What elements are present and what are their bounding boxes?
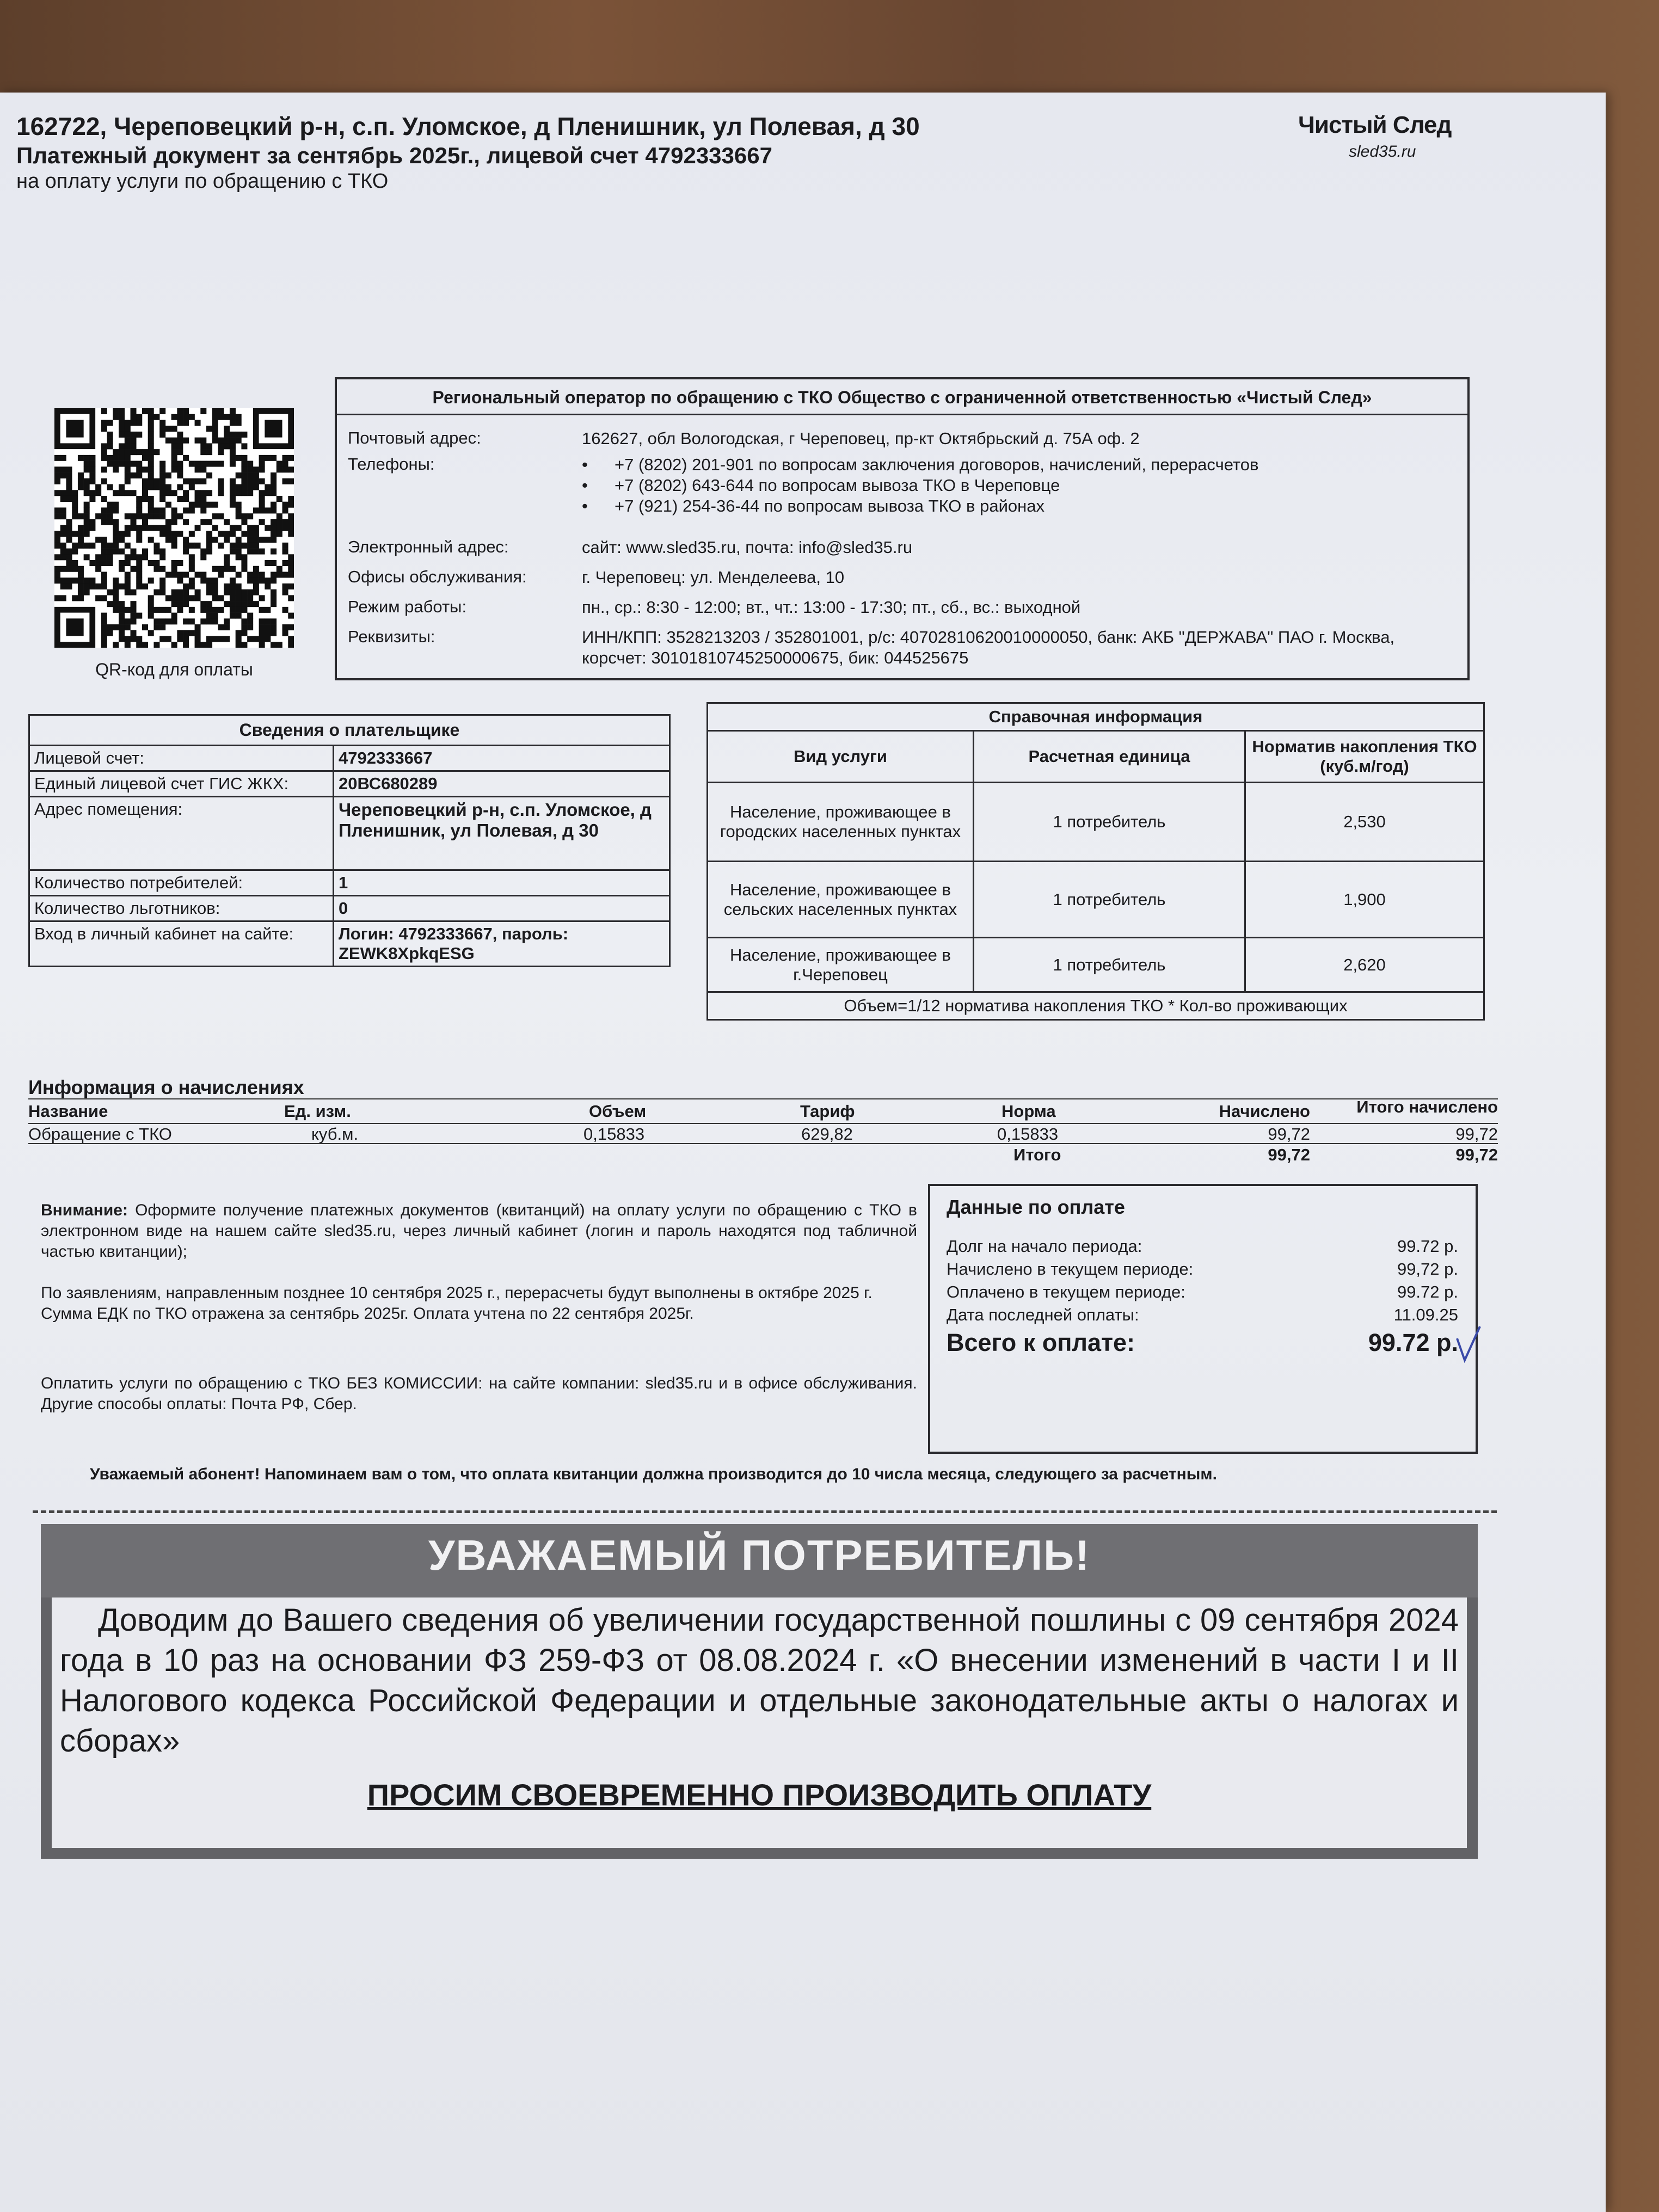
operator-value: 162627, обл Вологодская, г Череповец, пр-кт Октябрьский д. 75А оф. 2: [582, 429, 1140, 448]
operator-offices-row: [348, 567, 1458, 589]
notes-block: [41, 1200, 917, 1415]
address-line: 162722, Череповецкий р-н, с.п. Уломское, д Пленишник, ул Полевая, д 30: [16, 112, 920, 140]
attention-label: Внимание:: [41, 1201, 128, 1219]
payment-label: Начислено в текущем периоде:: [947, 1259, 1194, 1279]
table-row: [29, 921, 670, 967]
reference-cell: Население, проживающее в городских населенных пунктах: [708, 783, 974, 862]
reference-footer: Объем=1/12 норматива накопления ТКО * Кол-во проживающих: [708, 992, 1484, 1020]
reference-cell: 1 потребитель: [974, 783, 1245, 862]
payer-label: Вход в личный кабинет на сайте:: [29, 921, 334, 967]
document-title: Платежный документ за сентябрь 2025г., лицевой счет 4792333667: [16, 143, 772, 168]
charges-total-sum: 99,72: [1455, 1145, 1498, 1164]
commission-note: Оплатить услуги по обращению с ТКО БЕЗ КОМИССИИ: на сайте компании: sled35.ru и в офисе обслуживания. Другие способы оплаты: Почта РФ, Сбер.: [41, 1374, 917, 1413]
reference-table: [706, 702, 1485, 1021]
charges-cell: Обращение с ТКО: [28, 1125, 172, 1144]
charges-cell: 0,15833: [997, 1125, 1059, 1144]
charges-total-accrued: 99,72: [1268, 1145, 1310, 1164]
charges-header: Ед. изм.: [284, 1102, 351, 1121]
payment-label: Оплачено в текущем периоде:: [947, 1282, 1185, 1301]
service-line: на оплату услуги по обращению с ТКО: [16, 170, 389, 193]
charges-total-label: Итого: [1013, 1145, 1061, 1164]
payment-value: 11.09.25: [1393, 1305, 1458, 1324]
payment-label: Долг на начало периода:: [947, 1237, 1142, 1256]
table-row: [29, 771, 670, 797]
operator-value: пн., ср.: 8:30 - 12:00; вт., чт.: 13:00 - 17:30; пт., сб., вс.: выходной: [582, 598, 1081, 617]
reference-cell: Население, проживающее в сельских населенных пунктах: [708, 862, 974, 938]
logo-site: sled35.ru: [1349, 143, 1416, 161]
payer-value: 1: [334, 870, 670, 896]
qr-caption: QR-код для оплаты: [95, 660, 253, 679]
operator-requisites-row: [348, 627, 1458, 671]
reference-cell: Население, проживающее в г.Череповец: [708, 938, 974, 992]
payment-title: Данные по оплате: [947, 1196, 1125, 1218]
phone-item[interactable]: +7 (921) 254-36-44 по вопросам вывоза ТКО в районах: [615, 496, 1045, 515]
payer-value: 0: [334, 896, 670, 921]
operator-phones-row: Телефоны: • +7 (8202) 201-901 по вопросам заключения договоров, начислений, перерасчетов • +7 (8202) 643-644 по вопросам вывоза ТКО в Череповце • +7 (921) 254-36-44 по вопросам вывоза ТКО в районах: [348, 454, 1259, 515]
phone-item[interactable]: +7 (8202) 643-644 по вопросам вывоза ТКО в Череповце: [615, 476, 1060, 495]
banner-text: [60, 1600, 1459, 1761]
banner-text-content: Доводим до Вашего сведения об увеличении государственной пошлины с 09 сентября 2024 года в 10 раз на основании ФЗ 259-ФЗ от 08.08.2024 г. «О внесении изменений в части I и II Налогового кодекса Российской Федерации и отдельные законодательные акты о налогах и сборах»: [60, 1602, 1459, 1759]
payment-total-value: 99.72 р.: [1368, 1329, 1458, 1356]
charges-header: Объем: [589, 1102, 647, 1121]
payment-row: [947, 1304, 1458, 1326]
payer-label: Количество льготников:: [29, 896, 334, 921]
payer-title: Сведения о плательщике: [29, 715, 670, 746]
reference-cell: 2,620: [1245, 938, 1484, 992]
payer-login-value: Логин: 4792333667, пароль: ZEWK8XpkqESG: [334, 921, 670, 967]
table-row: [708, 783, 1484, 862]
company-logo: [1298, 112, 1451, 139]
payment-total-label: Всего к оплате:: [947, 1329, 1135, 1356]
qr-code-icon: [54, 408, 294, 648]
payment-row: [947, 1235, 1458, 1258]
reference-title: Справочная информация: [708, 703, 1484, 731]
operator-label: Реквизиты:: [348, 627, 435, 646]
payer-value: 4792333667: [334, 746, 670, 771]
operator-hours-row: [348, 597, 1458, 619]
charges-table: [28, 1097, 1498, 1173]
operator-email-row: [348, 537, 1458, 559]
payer-label: Лицевой счет:: [29, 746, 334, 771]
operator-label: Почтовый адрес:: [348, 428, 481, 447]
payer-table: [28, 714, 671, 967]
table-row: [708, 938, 1484, 992]
charges-cell: 0,15833: [583, 1125, 645, 1144]
table-row: [29, 746, 670, 771]
payment-label: Дата последней оплаты:: [947, 1305, 1139, 1324]
table-row: [29, 896, 670, 921]
charges-header: Итого начислено: [1356, 1097, 1498, 1116]
attention-text: Оформите получение платежных документов (квитанций) на оплату услуги по обращению с ТКО в электронном виде на нашем сайте sled35.ru, через личный кабинет (логин и пароль находятся под табличной частью квитанции);: [41, 1201, 917, 1261]
reference-header: Вид услуги: [708, 731, 974, 783]
operator-label: Электронный адрес:: [348, 537, 509, 556]
operator-label: Офисы обслуживания:: [348, 567, 527, 586]
reference-cell: 1,900: [1245, 862, 1484, 938]
operator-title: Региональный оператор по обращению с ТКО Общество с ограниченной ответственностью «Чистый След»: [337, 379, 1467, 415]
banner-call-to-action: ПРОСИМ СВОЕВРЕМЕННО ПРОИЗВОДИТЬ ОПЛАТУ: [367, 1778, 1152, 1812]
table-row: [708, 862, 1484, 938]
charges-title: Информация о начислениях: [28, 1076, 304, 1098]
reference-header: Норматив накопления ТКО (куб.м/год): [1245, 731, 1484, 783]
payer-label: Количество потребителей:: [29, 870, 334, 896]
operator-postal-row: [348, 428, 1458, 450]
payment-total-row: [947, 1326, 1458, 1359]
payment-row: [947, 1258, 1458, 1281]
payment-reminder: Уважаемый абонент! Напоминаем вам о том, что оплата квитанции должна производится до 10 числа месяца, следующего за расчетным.: [90, 1465, 1217, 1483]
charges-cell: 99,72: [1268, 1125, 1310, 1144]
operator-box: [335, 377, 1470, 680]
payment-row: [947, 1281, 1458, 1304]
reference-header: Расчетная единица: [974, 731, 1245, 783]
payment-value: 99.72 р.: [1397, 1282, 1458, 1301]
reference-cell: 2,530: [1245, 783, 1484, 862]
checkmark-icon: [1453, 1322, 1485, 1366]
payer-label: Единый лицевой счет ГИС ЖКХ:: [29, 771, 334, 797]
payer-value: Череповецкий р-н, с.п. Уломское, д Пленишник, ул Полевая, д 30: [334, 797, 670, 870]
payment-value: 99,72 р.: [1397, 1259, 1458, 1279]
operator-value: г. Череповец: ул. Менделеева, 10: [582, 568, 845, 587]
operator-label: Телефоны:: [348, 454, 435, 474]
attention-note: [41, 1200, 917, 1262]
phone-item[interactable]: +7 (8202) 201-901 по вопросам заключения договоров, начислений, перерасчетов: [615, 455, 1259, 474]
reference-cell: 1 потребитель: [974, 938, 1245, 992]
table-row: [29, 797, 670, 870]
reference-cell: 1 потребитель: [974, 862, 1245, 938]
charges-header: Начислено: [1219, 1102, 1310, 1121]
table-row: [29, 870, 670, 896]
logo-text: Чистый След: [1298, 112, 1452, 138]
operator-value: ИНН/КПП: 3528213203 / 352801001, р/с: 40702810620010000050, банк: АКБ "ДЕРЖАВА" ПАО г. Москва, корсчет: 30101810745250000675, бик: 044525675: [582, 628, 1395, 667]
payer-value: 20ВС680289: [334, 771, 670, 797]
banner-title: УВАЖАЕМЫЙ ПОТРЕБИТЕЛЬ!: [428, 1531, 1091, 1579]
qr-code[interactable]: [54, 408, 294, 648]
operator-value[interactable]: сайт: www.sled35.ru, почта: info@sled35.ru: [582, 538, 913, 557]
charges-header: Тариф: [800, 1102, 855, 1121]
payment-value: 99.72 р.: [1397, 1237, 1458, 1256]
operator-label: Режим работы:: [348, 597, 467, 616]
payment-box: [928, 1184, 1478, 1454]
edk-note: Сумма ЕДК по ТКО отражена за сентябрь 2025г. Оплата учтена по 22 сентября 2025г.: [41, 1305, 694, 1323]
charges-header: Норма: [1001, 1102, 1056, 1121]
charges-cell: 629,82: [801, 1125, 853, 1144]
charges-cell: куб.м.: [311, 1125, 359, 1144]
cut-line: [33, 1510, 1497, 1513]
charges-header: Название: [28, 1102, 108, 1121]
recalc-note: По заявлениям, направленным позднее 10 сентября 2025 г., перерасчеты будут выполнены в октябре 2025 г.: [41, 1284, 872, 1302]
payer-label: Адрес помещения:: [29, 797, 334, 870]
charges-cell: 99,72: [1455, 1125, 1498, 1144]
